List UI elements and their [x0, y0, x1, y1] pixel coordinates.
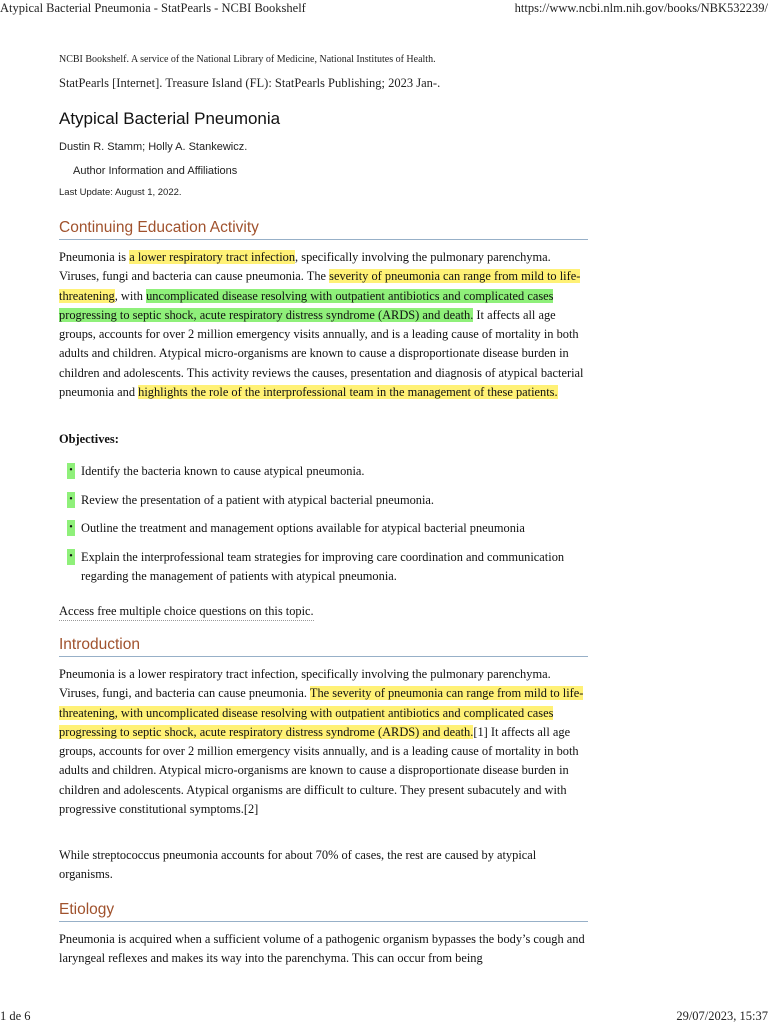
objective-item — [69, 462, 587, 481]
highlight-yellow: severity of pneumonia can range from mild to life-threatening — [59, 269, 581, 303]
bullet-icon: • — [67, 492, 75, 508]
access-mcq-link[interactable]: Access free multiple choice questions on this topic. — [59, 602, 314, 621]
cea-paragraph — [59, 248, 588, 402]
article-authors: Dustin R. Stamm; Holly A. Stankewicz. — [59, 141, 248, 153]
text-run: Pneumonia is — [59, 250, 130, 264]
last-update: Last Update: August 1, 2022. — [59, 187, 182, 198]
objective-item — [69, 491, 587, 510]
section-heading-etiology: Etiology — [59, 900, 588, 922]
print-footer — [0, 1008, 768, 1024]
article-title: Atypical Bacterial Pneumonia — [59, 109, 281, 128]
highlight-green: uncomplicated disease resolving with outpatient antibiotics and complicated cases progressing to septic shock, acute respiratory distress syndrome (ARDS) and death. — [59, 288, 554, 322]
objective-text: Identify the bacteria known to cause atypical pneumonia. — [81, 464, 365, 478]
objective-item — [69, 548, 587, 587]
text-run: , with — [114, 288, 147, 303]
text-run: , specifically involving the pulmonary parenchyma. Viruses, fungi and bacteria can cause pneumonia. The — [59, 250, 551, 284]
etiology-paragraph: Pneumonia is acquired when a sufficient volume of a pathogenic organism bypasses the body’s cough and laryngeal reflexes and makes its way into the parenchyma. This can occur from being — [59, 932, 585, 966]
print-url[interactable]: https://www.ncbi.nlm.nih.gov/books/NBK532239/ — [514, 1, 768, 15]
author-affiliations-link[interactable]: Author Information and Affiliations — [73, 165, 238, 177]
bullet-icon: • — [67, 463, 75, 479]
objective-text: Explain the interprofessional team strategies for improving care coordination and communication regarding the management of patients with atypical pneumonia. — [81, 550, 565, 584]
introduction-paragraph — [59, 665, 588, 819]
print-datetime: 29/07/2023, 15:37 — [676, 1009, 768, 1023]
section-heading-introduction: Introduction — [59, 635, 588, 657]
statpearls-citation: StatPearls [Internet]. Treasure Island (FL): StatPearls Publishing; 2023 Jan-. — [59, 76, 441, 90]
bullet-icon: • — [67, 549, 75, 565]
text-run: [1] It affects all age groups, accounts for over 2 million emergency visits annually, and is a leading cause of mortality in both adults and children. Atypical micro-organisms are known to cause a disproportionate disease burden in children and adolescents. Atypical organisms are difficult to culture. They present subacutely and with progressive constitutional symptoms.[2] — [59, 724, 579, 817]
ncbi-service-line: NCBI Bookshelf. A service of the National Library of Medicine, National Institutes of Health. — [59, 54, 436, 65]
objective-item — [69, 519, 587, 538]
highlight-yellow: The severity of pneumonia can range from mild to life-threatening, with uncomplicated disease resolving with outpatient antibiotics and complicated cases progressing to septic shock, acute respiratory distress syndrome (ARDS) and death. — [59, 686, 584, 739]
objective-text: Review the presentation of a patient with atypical bacterial pneumonia. — [81, 493, 435, 507]
objective-text: Outline the treatment and management options available for atypical bacterial pneumonia — [81, 521, 525, 535]
introduction-paragraph-2: While streptococcus pneumonia accounts for about 70% of cases, the rest are caused by atypical organisms. — [59, 848, 537, 882]
bullet-icon: • — [67, 520, 75, 536]
print-header — [0, 0, 768, 18]
text-run: Pneumonia is a lower respiratory tract infection, specifically involving the pulmonary parenchyma. Viruses, fungi, and bacteria can cause pneumonia. — [59, 667, 551, 701]
highlight-yellow: highlights the role of the interprofessional team in the management of these patients. — [138, 385, 558, 400]
highlight-yellow: a lower respiratory tract infection — [129, 250, 296, 264]
section-heading-continuing-education: Continuing Education Activity — [59, 218, 588, 240]
print-page-number: 1 de 6 — [0, 1009, 31, 1023]
objectives-label: Objectives: — [59, 432, 119, 446]
print-page-title: Atypical Bacterial Pneumonia - StatPearls - NCBI Bookshelf — [0, 1, 306, 15]
text-run: It affects all age groups, accounts for over 2 million emergency visits annually, and is a leading cause of mortality in both adults and children. Atypical micro-organisms are known to cause a disproportionate disease burden in children and adolescents. This activity reviews the causes, presentation and diagnosis of atypical bacterial pneumonia and — [59, 307, 584, 400]
